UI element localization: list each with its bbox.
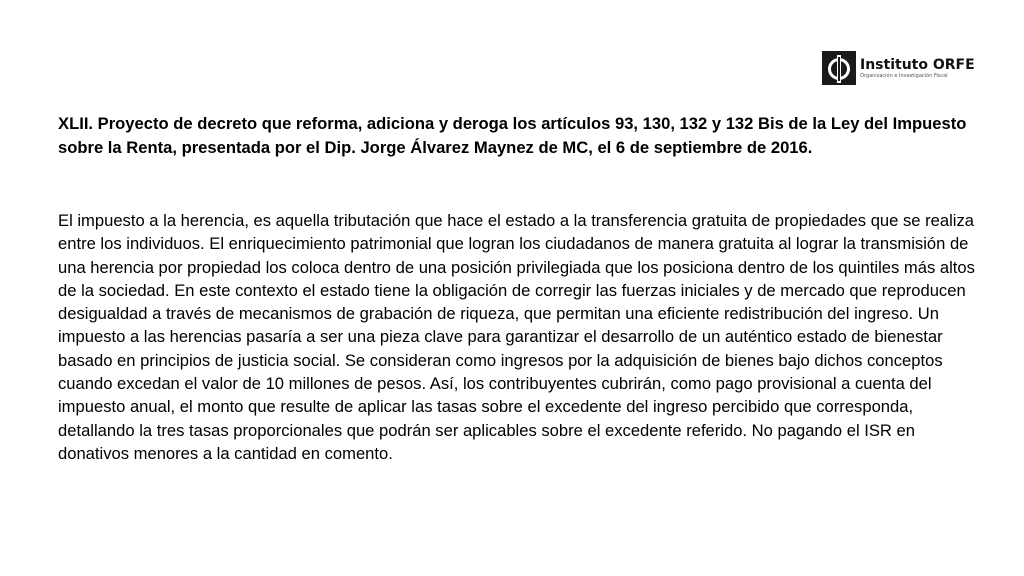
- logo-subtitle: Organización e Investigación Fiscal: [860, 72, 948, 79]
- logo-name: Instituto ORFE: [860, 56, 975, 73]
- document-body: El impuesto a la herencia, es aquella tributación que hace el estado a la transferencia gratuita de propiedades que se realiza entre los individuos. El enriquecimiento patrimonial que logran los ciudadanos de manera gratuita al lograr la transmisión de una herencia por propiedad los coloca dentro de una posición privilegiada que los posiciona dentro de los quintiles más altos de la sociedad. En este contexto el estado tiene la obligación de corregir las fuerzas iniciales y de mercado que reproducen desigualdad a través de mecanismos de grabación de riqueza, que permitan una eficiente redistribución del ingreso. Un impuesto a las herencias pasaría a ser una pieza clave para garantizar el desarrollo de un auténtico estado de bienestar basado en principios de justicia social. Se consideran como ingresos por la adquisición de bienes bajo dichos conceptos cuando excedan el valor de 10 millones de pesos. Así, los contribuyentes cubrirán, como pago provisional a cuenta del impuesto anual, el monto que resulte de aplicar las tasas sobre el excedente del ingreso percibido que corresponda, detallando la tres tasas proporcionales que podrán ser aplicables sobre el excedente referido. No pagando el ISR en donativos menores a la cantidad en comento.: [58, 211, 975, 463]
- logo-text: [860, 57, 975, 80]
- document-title: XLII. Proyecto de decreto que reforma, adiciona y deroga los artículos 93, 130, 132 y 132 Bis de la Ley del Impuesto sobre la Renta, presentada por el Dip. Jorge Álvarez Maynez de MC, el 6 de septiembre de 2016.: [58, 114, 967, 157]
- orfe-logo-icon: [822, 51, 856, 85]
- institute-logo: [822, 49, 982, 87]
